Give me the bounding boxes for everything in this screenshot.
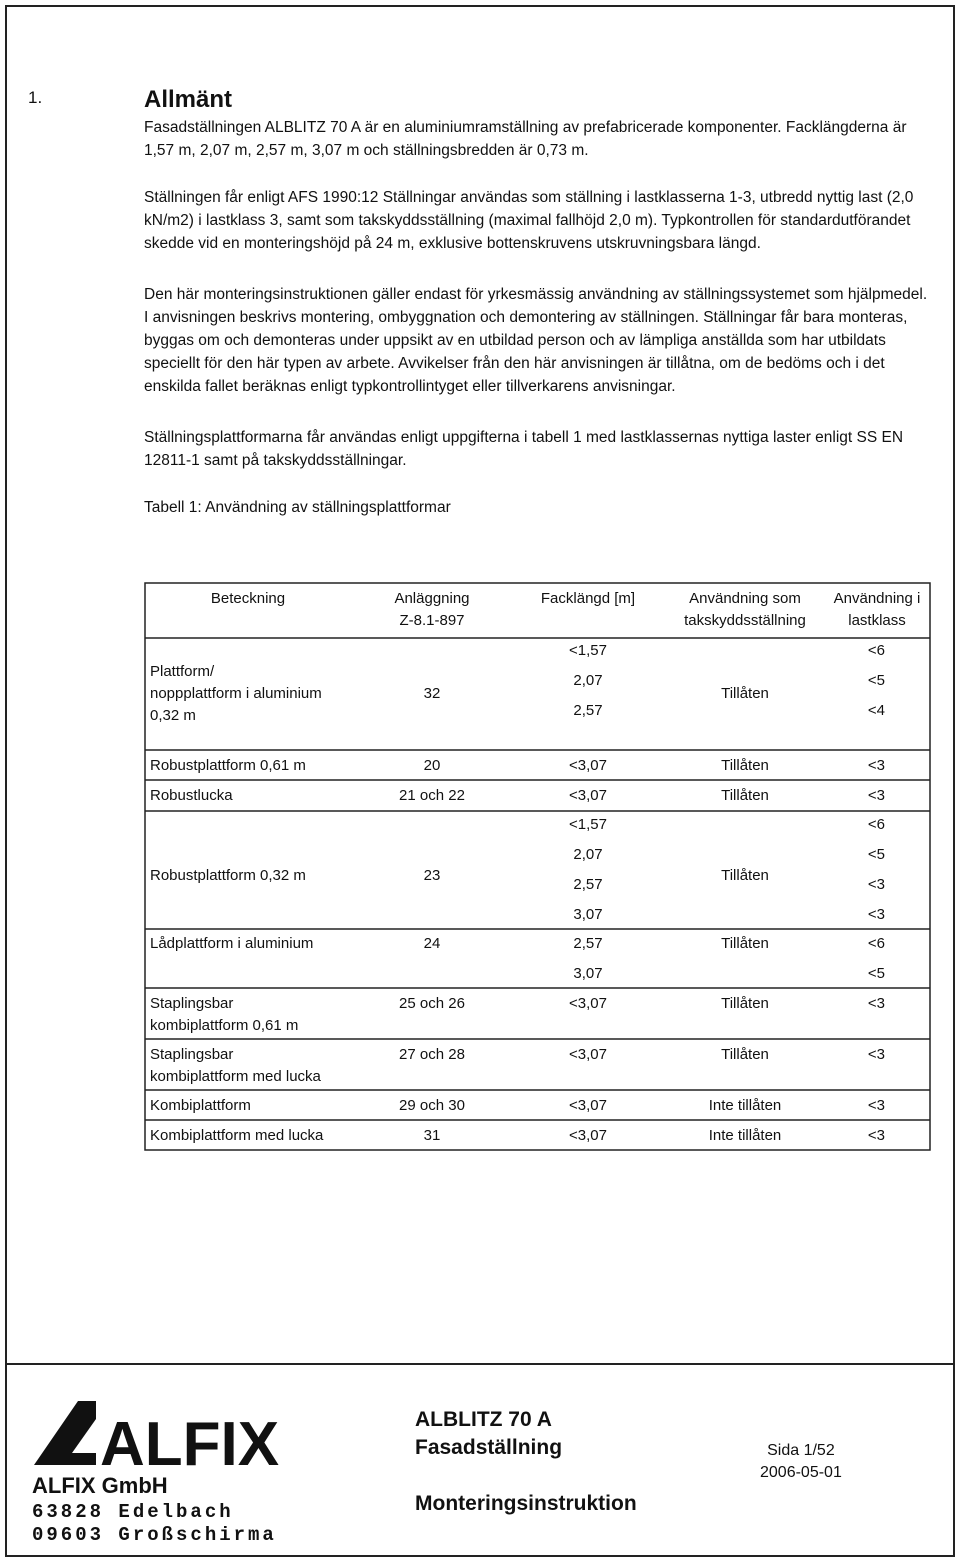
cell-tak: Tillåten — [721, 1046, 769, 1063]
cell-anlaggning: 27 och 28 — [399, 1046, 465, 1063]
cell-facklangd: 2,07 — [573, 672, 603, 689]
cell-name: noppplattform i aluminium — [150, 685, 322, 702]
cell-last: <5 — [867, 846, 885, 863]
cell-name: 0,32 m — [150, 707, 196, 724]
cell-name: Robustplattform 0,32 m — [150, 867, 306, 884]
header-anv-tak: Användning som — [689, 590, 801, 607]
cell-facklangd: <3,07 — [569, 1127, 607, 1144]
alfix-logo — [26, 1395, 316, 1545]
cell-tak: Tillåten — [721, 935, 769, 952]
cell-last: <3 — [867, 1046, 885, 1063]
cell-tak: Tillåten — [721, 685, 769, 702]
footer-divider — [5, 1363, 955, 1365]
cell-facklangd: 2,57 — [573, 702, 603, 719]
cell-name: Robustlucka — [150, 787, 233, 804]
paragraph-afs: Ställningen får enligt AFS 1990:12 Ställningar användas som ställning i lastklasserna 1-3, utbredd nyttig last (2,0 kN/m2) i lastklass 3, samt som takskyddsställning (maximal fallhöjd 2,0 m). Typkontrollen för standardutförandet skedde vid en monteringshöjd på 24 m, exklusive bottenskruvens utskruvningsbara längd. — [144, 189, 914, 252]
header-facklangd: Facklängd [m] — [540, 590, 636, 607]
header-beteckning: Beteckning — [210, 590, 286, 607]
cell-anlaggning: 23 — [423, 867, 441, 884]
cell-last: <3 — [867, 906, 885, 923]
cell-last: <3 — [867, 1127, 885, 1144]
paragraph-scope: Den här monteringsinstruktionen gäller endast för yrkesmässig användning av ställningssystemet som hjälpmedel. I anvisningen beskrivs montering, ombyggnation och demontering av ställningen. Ställningar får bara monteras, byggas om och demonteras under uppsikt av en utbildad person och av lämpliga anställda som har utbildats speciellt för den här typen av arbete. Avvikelser från den här anvisningen är tillåtna, om de bedöms och i det enskilda fallet beräknas enligt typkontrollintyget eller tillverkarens anvisningar. — [144, 286, 928, 395]
footer-meta — [760, 1440, 842, 1484]
product-type: Fasadställning — [415, 1436, 563, 1459]
table-caption: Tabell 1: Användning av ställningsplattformar — [144, 499, 451, 516]
cell-facklangd: <1,57 — [569, 816, 607, 833]
cell-tak: Tillåten — [721, 757, 769, 774]
cell-facklangd: <1,57 — [569, 642, 607, 659]
header-anv-last-2: lastklass — [848, 612, 906, 629]
cell-tak: Inte tillåten — [708, 1127, 782, 1144]
header-anv-last: Användning i — [833, 590, 921, 607]
document-type: Monteringsinstruktion — [415, 1492, 637, 1515]
cell-facklangd: <3,07 — [569, 995, 607, 1012]
cell-last: <4 — [867, 702, 885, 719]
cell-name: kombiplattform med lucka — [150, 1068, 321, 1085]
cell-last: <5 — [867, 672, 885, 689]
cell-facklangd: <3,07 — [569, 1097, 607, 1114]
cell-facklangd: 2,57 — [573, 935, 603, 952]
cell-facklangd: <3,07 — [569, 757, 607, 774]
cell-facklangd: 3,07 — [573, 906, 603, 923]
cell-tak: Inte tillåten — [708, 1097, 782, 1114]
logo-company: ALFIX GmbH — [32, 1473, 168, 1498]
cell-anlaggning: 21 och 22 — [399, 787, 465, 804]
cell-name: Plattform/ — [150, 663, 215, 680]
cell-name: Staplingsbar — [150, 1046, 234, 1063]
cell-name: Kombiplattform — [150, 1097, 251, 1114]
cell-last: <6 — [867, 816, 885, 833]
logo-brand: ALFIX — [100, 1410, 280, 1479]
document-date: 2006-05-01 — [760, 1464, 842, 1481]
cell-name: Staplingsbar — [150, 995, 234, 1012]
cell-tak: Tillåten — [721, 995, 769, 1012]
cell-anlaggning: 24 — [423, 935, 441, 952]
cell-name: Robustplattform 0,61 m — [150, 757, 306, 774]
cell-last: <3 — [867, 876, 885, 893]
cell-anlaggning: 20 — [423, 757, 441, 774]
page-number: Sida 1/52 — [767, 1442, 835, 1459]
cell-facklangd: <3,07 — [569, 787, 607, 804]
cell-tak: Tillåten — [721, 867, 769, 884]
cell-name: Lådplattform i aluminium — [150, 935, 314, 952]
cell-anlaggning: 31 — [423, 1127, 441, 1144]
header-anv-tak-2: takskyddsställning — [684, 612, 806, 629]
paragraph-platforms: Ställningsplattformarna får användas enligt uppgifterna i tabell 1 med lastklassernas nyttiga laster enligt SS EN 12811-1 samt på takskyddsställningar. — [144, 429, 904, 469]
section-title: Allmänt — [144, 86, 233, 113]
header-anlaggning-ref: Z-8.1-897 — [399, 612, 465, 629]
cell-anlaggning: 32 — [423, 685, 441, 702]
section-number: 1. — [28, 88, 43, 107]
cell-name: kombiplattform 0,61 m — [150, 1017, 299, 1034]
paragraph-intro: Fasadställningen ALBLITZ 70 A är en aluminiumramställning av prefabricerade komponenter. Facklängderna är 1,57 m, 2,07 m, 2,57 m, 3,07 m och ställningsbredden är 0,73 m. — [144, 119, 907, 159]
logo-address-1: 63828 Edelbach — [32, 1501, 234, 1523]
footer-product — [415, 1406, 637, 1518]
cell-last: <5 — [867, 965, 885, 982]
logo-address-2: 09603 Großschirma — [32, 1524, 277, 1545]
product-name: ALBLITZ 70 A — [415, 1408, 552, 1431]
cell-anlaggning: 29 och 30 — [399, 1097, 465, 1114]
header-anlaggning: Anläggning — [394, 590, 470, 607]
cell-last: <3 — [867, 787, 885, 804]
cell-anlaggning: 25 och 26 — [399, 995, 465, 1012]
cell-last: <3 — [867, 995, 885, 1012]
cell-last: <3 — [867, 757, 885, 774]
cell-last: <3 — [867, 1097, 885, 1114]
cell-facklangd: 3,07 — [573, 965, 603, 982]
cell-last: <6 — [867, 935, 885, 952]
cell-facklangd: 2,57 — [573, 876, 603, 893]
platform-table — [144, 582, 931, 1151]
cell-last: <6 — [867, 642, 885, 659]
cell-name: Kombiplattform med lucka — [150, 1127, 324, 1144]
cell-tak: Tillåten — [721, 787, 769, 804]
cell-facklangd: 2,07 — [573, 846, 603, 863]
cell-facklangd: <3,07 — [569, 1046, 607, 1063]
